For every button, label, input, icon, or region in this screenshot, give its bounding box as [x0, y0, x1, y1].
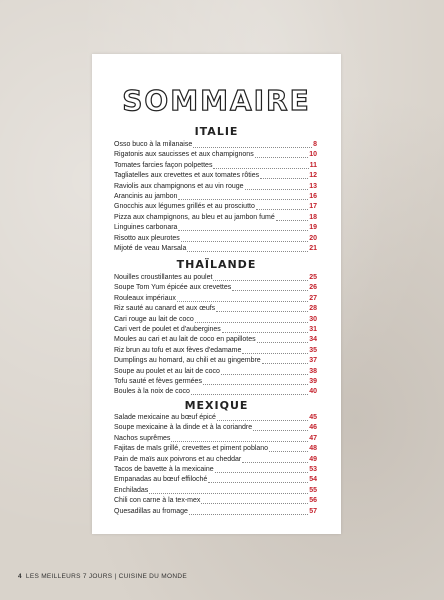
toc-entry	[114, 507, 317, 517]
toc-entry	[114, 202, 317, 212]
dot-leader	[187, 245, 308, 252]
page-number: 31	[309, 325, 317, 333]
recipe-name: Rouleaux impériaux	[114, 294, 176, 302]
toc-entry	[114, 294, 317, 304]
toc-entry	[114, 315, 317, 325]
dot-leader	[181, 235, 308, 242]
toc-entry	[114, 244, 317, 254]
section-list-mexique	[114, 413, 317, 517]
page-number: 8	[313, 141, 317, 148]
page-number: 34	[309, 336, 317, 344]
toc-entry	[114, 387, 317, 397]
dot-leader	[208, 476, 308, 483]
page-number: 30	[309, 315, 317, 323]
recipe-name: Cari vert de poulet et d'aubergines	[114, 325, 221, 333]
page-number: 57	[309, 507, 317, 515]
recipe-name: Riz brun au tofu et aux fèves d'edamame	[114, 346, 242, 354]
recipe-name: Quesadillas au fromage	[114, 507, 188, 515]
page-number: 45	[309, 414, 317, 421]
recipe-name: Fajitas de maïs grillé, crevettes et piment poblano	[114, 445, 269, 453]
recipe-name: Soupe Tom Yum épicée aux crevettes	[114, 284, 232, 292]
recipe-name: Riz sauté au canard et aux œufs	[114, 305, 216, 313]
page-number: 49	[309, 455, 317, 463]
dot-leader	[216, 305, 308, 312]
page-number: 12	[309, 172, 317, 180]
recipe-name: Pain de maïs aux poivrons et au cheddar	[114, 455, 242, 463]
toc-entry	[114, 150, 317, 160]
page-number: 48	[309, 445, 317, 453]
toc-entry	[114, 223, 317, 233]
page-footer	[18, 573, 187, 580]
toc-entry	[114, 161, 317, 171]
section-heading-mexique: MEXIQUE	[184, 399, 249, 412]
page-number: 19	[309, 224, 317, 232]
recipe-name: Risotto aux pleurotes	[114, 234, 180, 242]
section-list-thailande	[114, 273, 317, 398]
recipe-name: Arancinis au jambon	[114, 192, 178, 200]
toc-entry	[114, 213, 317, 223]
page-number: 37	[309, 357, 317, 365]
dot-leader	[203, 378, 308, 385]
dot-leader	[149, 487, 308, 494]
section-list-italie	[114, 140, 317, 254]
recipe-name: Rigatonis aux saucisses et aux champignons	[114, 151, 254, 159]
toc-entry	[114, 367, 317, 377]
footer-text: LES MEILLEURS 7 JOURS | CUISINE DU MONDE	[25, 573, 187, 580]
recipe-name: Enchiladas	[114, 486, 149, 494]
page-number: 39	[309, 377, 317, 385]
page-number: 54	[309, 476, 317, 484]
page-number: 26	[309, 284, 317, 292]
toc-entry	[114, 423, 317, 433]
recipe-name: Soupe mexicaine à la dinde et à la coriandre	[114, 424, 253, 432]
recipe-name: Pizza aux champignons, au bleu et au jambon fumé	[114, 213, 275, 221]
recipe-name: Empanadas au bœuf effiloché	[114, 476, 208, 484]
recipe-name: Soupe au poulet et au lait de coco	[114, 367, 220, 375]
recipe-name: Gnocchis aux légumes grillés et au prosciutto	[114, 203, 255, 211]
dot-leader	[189, 508, 308, 515]
dot-leader	[242, 456, 308, 463]
page-number: 11	[309, 161, 317, 169]
dot-leader	[171, 435, 308, 442]
toc-entry	[114, 413, 317, 423]
recipe-name: Moules au cari et au lait de coco en papillotes	[114, 336, 256, 344]
dot-leader	[191, 388, 308, 395]
recipe-name: Tagliatelles aux crevettes et aux tomates rôties	[114, 172, 260, 180]
toc-entry	[114, 140, 317, 150]
page-number: 18	[309, 213, 317, 221]
toc-entry	[114, 377, 317, 387]
toc-entry	[114, 346, 317, 356]
page-number: 40	[309, 388, 317, 396]
toc-entry	[114, 455, 317, 465]
dot-leader	[193, 141, 312, 148]
toc-entry	[114, 465, 317, 475]
page-number: 56	[309, 497, 317, 505]
toc-entry	[114, 475, 317, 485]
dot-leader	[177, 295, 308, 302]
dot-leader	[178, 193, 308, 200]
page-number: 55	[309, 486, 317, 494]
dot-leader	[221, 368, 308, 375]
dot-leader	[178, 224, 308, 231]
toc-entry	[114, 192, 317, 202]
dot-leader	[253, 424, 308, 431]
dot-leader	[269, 445, 308, 452]
toc-entry	[114, 444, 317, 454]
dot-leader	[257, 336, 309, 343]
recipe-name: Tacos de bavette à la mexicaine	[114, 465, 214, 473]
recipe-name: Salade mexicaine au bœuf épicé	[114, 414, 216, 421]
page-title: SOMMAIRE	[122, 84, 311, 117]
page-number: 17	[309, 203, 317, 211]
page-number: 21	[309, 244, 317, 252]
page-number: 13	[309, 182, 317, 190]
page-number: 16	[309, 192, 317, 200]
dot-leader	[201, 497, 308, 504]
dot-leader	[255, 151, 309, 158]
recipe-name: Tomates farcies façon polpettes	[114, 161, 213, 169]
toc-entry	[114, 273, 317, 283]
recipe-name: Linguines carbonara	[114, 224, 178, 232]
page-number: 46	[309, 424, 317, 432]
dot-leader	[213, 274, 308, 281]
toc-entry	[114, 304, 317, 314]
dot-leader	[232, 284, 308, 291]
page-number: 28	[309, 305, 317, 313]
dot-leader	[217, 414, 308, 421]
toc-entry	[114, 283, 317, 293]
toc-entry	[114, 434, 317, 444]
recipe-name: Tofu sauté et fèves germées	[114, 377, 202, 385]
toc-entry	[114, 234, 317, 244]
recipe-name: Cari rouge au lait de coco	[114, 315, 194, 323]
page-number: 27	[309, 294, 317, 302]
dot-leader	[262, 357, 309, 364]
page-number: 10	[309, 151, 317, 159]
recipe-name: Nachos suprêmes	[114, 434, 171, 442]
dot-leader	[260, 172, 308, 179]
page-number: 25	[309, 274, 317, 281]
section-heading-thailande: THAÏLANDE	[176, 258, 257, 271]
dot-leader	[242, 347, 308, 354]
section-heading-italie: ITALIE	[194, 125, 239, 138]
dot-leader	[245, 183, 309, 190]
footer-page-number: 4	[18, 573, 22, 580]
dot-leader	[256, 203, 308, 210]
toc-entry	[114, 356, 317, 366]
dot-leader	[213, 162, 308, 169]
recipe-name: Nouilles croustillantes au poulet	[114, 274, 213, 281]
table-of-contents-card	[92, 54, 341, 534]
dot-leader	[195, 316, 308, 323]
recipe-name: Mijoté de veau Marsala	[114, 244, 187, 252]
recipe-name: Dumplings au homard, au chili et au gingembre	[114, 357, 261, 365]
toc-entry	[114, 335, 317, 345]
recipe-name: Raviolis aux champignons et au vin rouge	[114, 182, 244, 190]
dot-leader	[276, 214, 308, 221]
toc-entry	[114, 171, 317, 181]
toc-entry	[114, 486, 317, 496]
page-number: 20	[309, 234, 317, 242]
page-number: 47	[309, 434, 317, 442]
recipe-name: Chili con carne à la tex-mex	[114, 497, 201, 505]
recipe-name: Osso buco à la milanaise	[114, 141, 193, 148]
toc-entry	[114, 325, 317, 335]
page-number: 35	[309, 346, 317, 354]
toc-entry	[114, 182, 317, 192]
recipe-name: Boules à la noix de coco	[114, 388, 190, 396]
toc-entry	[114, 496, 317, 506]
page-number: 38	[309, 367, 317, 375]
dot-leader	[222, 326, 308, 333]
page-number: 53	[309, 465, 317, 473]
dot-leader	[215, 466, 309, 473]
